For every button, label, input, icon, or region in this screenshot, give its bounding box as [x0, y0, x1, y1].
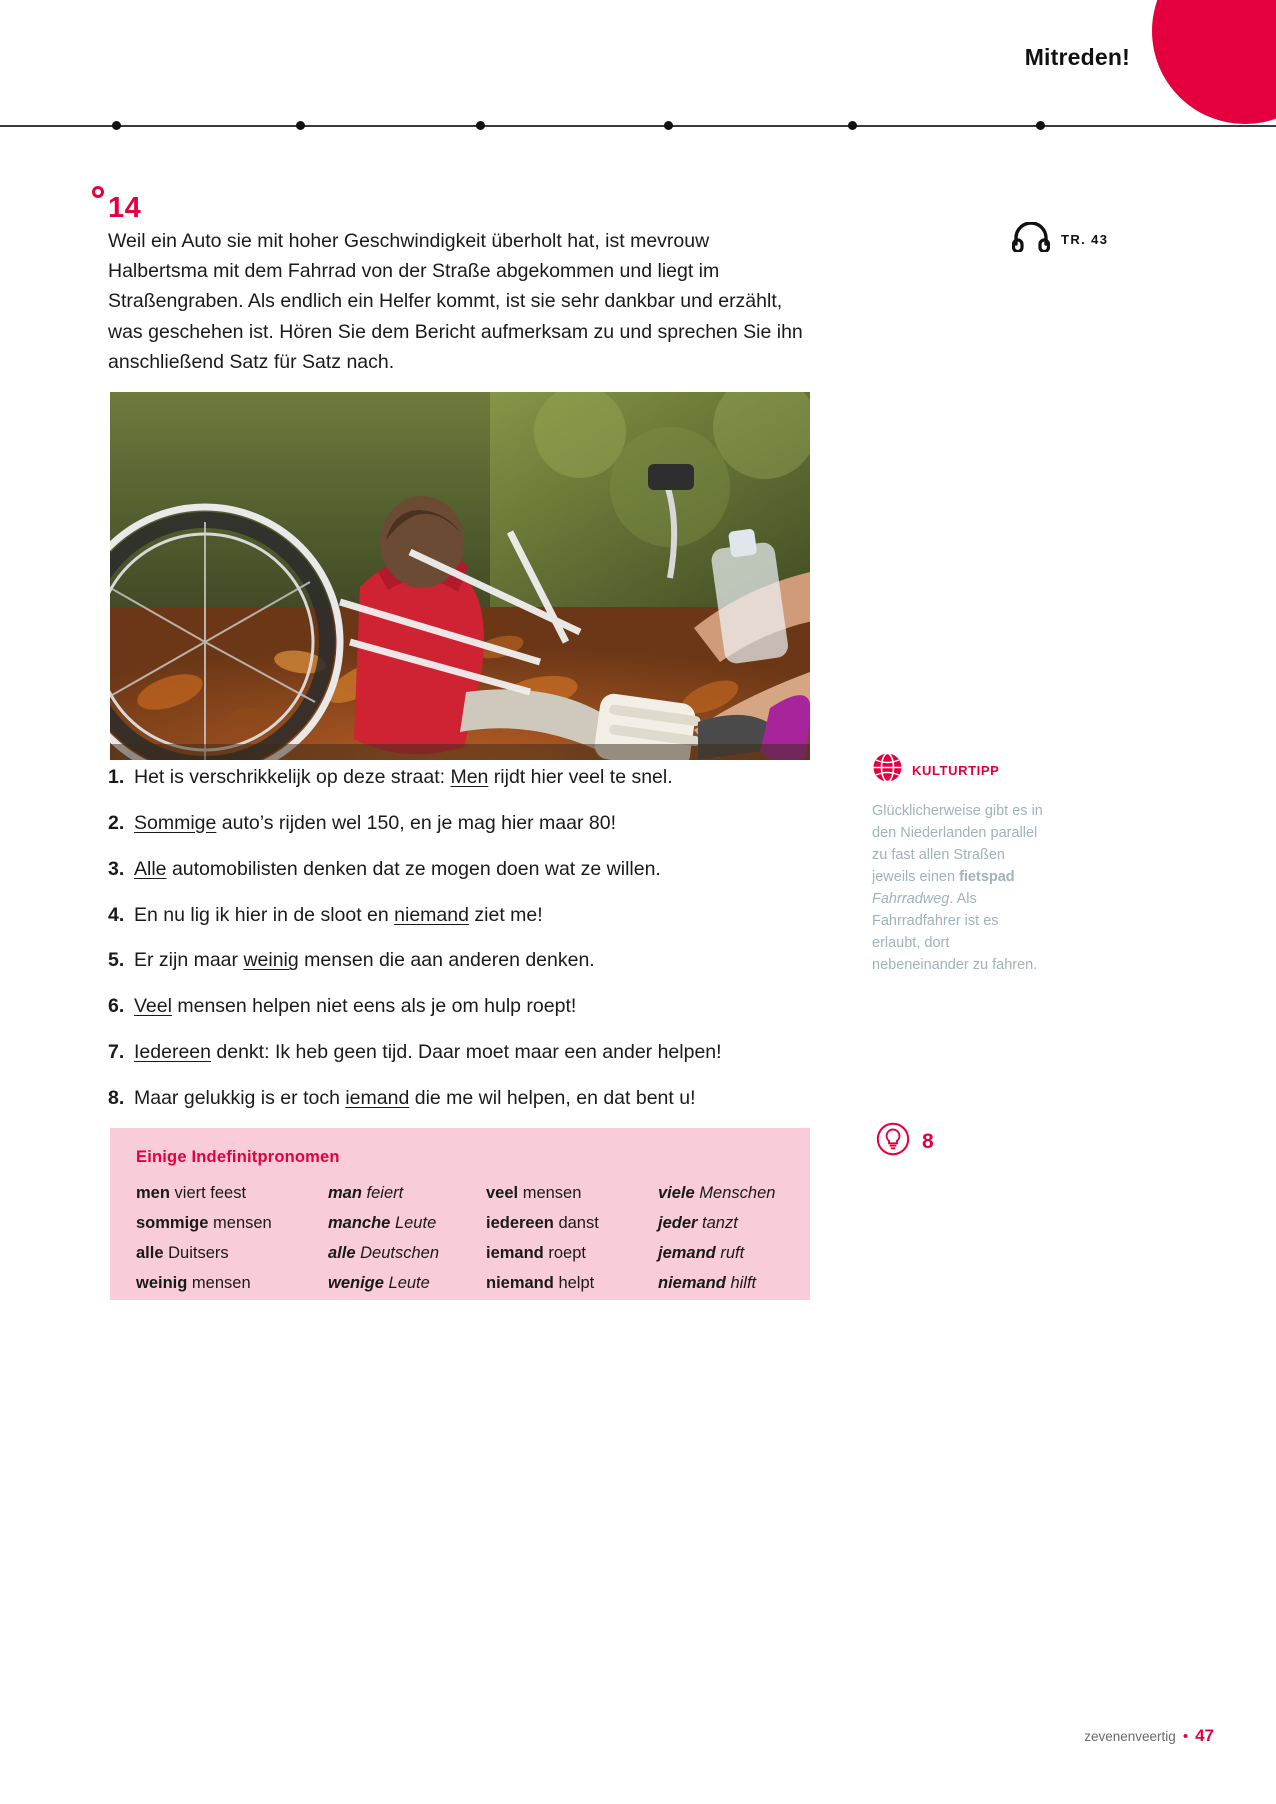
grammar-cell-de: wenige Leute: [328, 1274, 430, 1292]
headphones-icon: [1012, 222, 1050, 257]
sentence-item: [108, 1040, 818, 1065]
grammar-box-title: Einige Indefinitpronomen: [136, 1148, 340, 1166]
audio-track-label: TR. 43: [1061, 232, 1109, 247]
audio-track-marker[interactable]: [1012, 222, 1108, 257]
grammar-cell-de: man feiert: [328, 1184, 404, 1202]
sentence-number: 2.: [108, 811, 125, 834]
sentence-number: 4.: [108, 903, 125, 926]
footer-separator: •: [1182, 1727, 1189, 1745]
sentence-text: En nu lig ik hier in de sloot en niemand ziet me!: [134, 903, 543, 926]
grammar-cell-nl: iemand roept: [486, 1244, 586, 1262]
sentence-text: Het is verschrikkelijk op deze straat: Men rijdt hier veel te snel.: [134, 766, 673, 788]
tip-marker[interactable]: [876, 1122, 934, 1161]
page-footer: [1084, 1726, 1214, 1746]
sentence-text: Maar gelukkig is er toch iemand die me wil helpen, en dat bent u!: [134, 1086, 696, 1109]
header-rule-dot: [112, 121, 121, 130]
sentence-text: Veel mensen helpen niet eens als je om hulp roept!: [134, 995, 577, 1018]
sentence-number: 3.: [108, 857, 125, 880]
footer-page-word: zevenenveertig: [1084, 1728, 1176, 1744]
tip-marker-number: 8: [922, 1129, 934, 1153]
grammar-cell-nl: weinig mensen: [136, 1274, 251, 1292]
grammar-cell-de: jeder tanzt: [658, 1214, 738, 1232]
chapter-title: Mitreden!: [1024, 44, 1130, 70]
grammar-cell-nl: men viert feest: [136, 1184, 247, 1202]
grammar-cell-nl: sommige mensen: [136, 1214, 272, 1232]
exercise-photo: [110, 392, 810, 760]
grammar-cell-nl: niemand helpt: [486, 1274, 595, 1292]
sentence-item: [108, 811, 818, 836]
grammar-cell-nl: alle Duitsers: [136, 1244, 229, 1262]
sentence-item: [108, 857, 818, 882]
kulturtipp-label: KULTURTIPP: [912, 762, 1000, 778]
lightbulb-icon: [876, 1122, 910, 1161]
grammar-cell-de: viele Menschen: [658, 1184, 776, 1202]
header-rule-dot: [476, 121, 485, 130]
sentence-number: 6.: [108, 995, 125, 1018]
kulturtipp-sidebar: [872, 752, 1044, 976]
kulturtipp-text: Glücklicherweise gibt es in den Niederlanden parallel zu fast allen Straßen jeweils einen fietspad Fahrradweg. Als Fahrradfahrer ist es erlaubt, dort nebeneinander zu fahren.: [872, 803, 1043, 974]
sentence-list: [108, 765, 818, 1132]
globe-icon: [872, 752, 903, 788]
exercise-number: 14: [108, 192, 142, 224]
sentence-text: Alle automobilisten denken dat ze mogen doen wat ze willen.: [134, 857, 661, 880]
grammar-box: [110, 1128, 810, 1300]
kulturtipp-header: [872, 752, 1044, 788]
sentence-number: 1.: [108, 766, 125, 788]
sentence-text: Sommige auto’s rijden wel 150, en je mag hier maar 80!: [134, 811, 616, 834]
header-rule-dot: [1036, 121, 1045, 130]
sentence-item: [108, 903, 818, 928]
sentence-item: [108, 1086, 818, 1111]
sentence-number: 5.: [108, 949, 125, 972]
grammar-cell-nl: veel mensen: [486, 1184, 582, 1202]
exercise-ring-icon: [92, 186, 104, 198]
grammar-cell-nl: iedereen danst: [486, 1214, 599, 1232]
header-rule-line: [0, 125, 1276, 127]
grammar-cell-de: jemand ruft: [658, 1244, 745, 1262]
sentence-text: Iedereen denkt: Ik heb geen tijd. Daar moet maar een ander helpen!: [134, 1041, 722, 1064]
sentence-item: [108, 765, 818, 790]
sentence-number: 8.: [108, 1086, 125, 1109]
header-rule: [0, 118, 1276, 134]
corner-accent-circle: [1152, 0, 1276, 124]
header-rule-dot: [848, 121, 857, 130]
sentence-number: 7.: [108, 1041, 125, 1064]
grammar-cell-de: alle Deutschen: [328, 1244, 440, 1262]
header-rule-dot: [664, 121, 673, 130]
footer-page-number: 47: [1195, 1726, 1214, 1745]
grammar-cell-de: manche Leute: [328, 1214, 437, 1232]
grammar-cell-de: niemand hilft: [658, 1274, 757, 1292]
sentence-item: [108, 994, 818, 1019]
exercise-instruction: Weil ein Auto sie mit hoher Geschwindigkeit überholt hat, ist mevrouw Halbertsma mit dem Fahrrad von der Straße abgekommen und liegt im Straßengraben. Als endlich ein Helfer kommt, ist sie sehr dankbar und erzählt, was geschehen ist. Hören Sie dem Bericht aufmerksam zu und sprechen Sie ihn anschließend Satz für Satz nach.: [108, 230, 803, 373]
sentence-item: [108, 948, 818, 973]
sentence-text: Er zijn maar weinig mensen die aan anderen denken.: [134, 949, 595, 972]
grammar-table: [136, 1184, 790, 1293]
header-rule-dot: [296, 121, 305, 130]
